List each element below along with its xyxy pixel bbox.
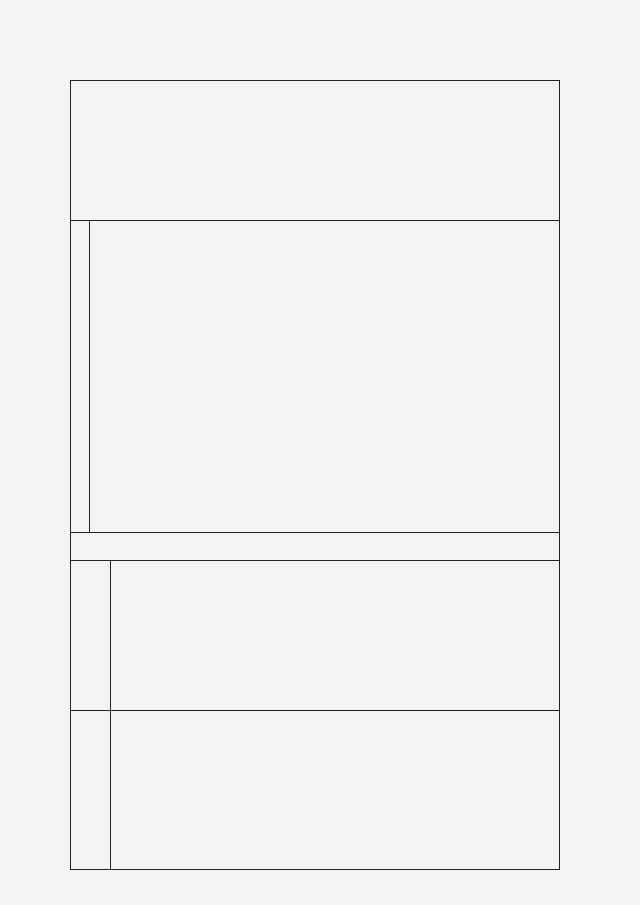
- region-header: [70, 220, 90, 532]
- empty-column-a: [70, 710, 560, 870]
- empty-column-b: [70, 560, 560, 710]
- number-column: [70, 532, 560, 560]
- institutions-column: [70, 220, 560, 560]
- empty-column-end: [70, 80, 560, 220]
- schools-table: [70, 80, 560, 870]
